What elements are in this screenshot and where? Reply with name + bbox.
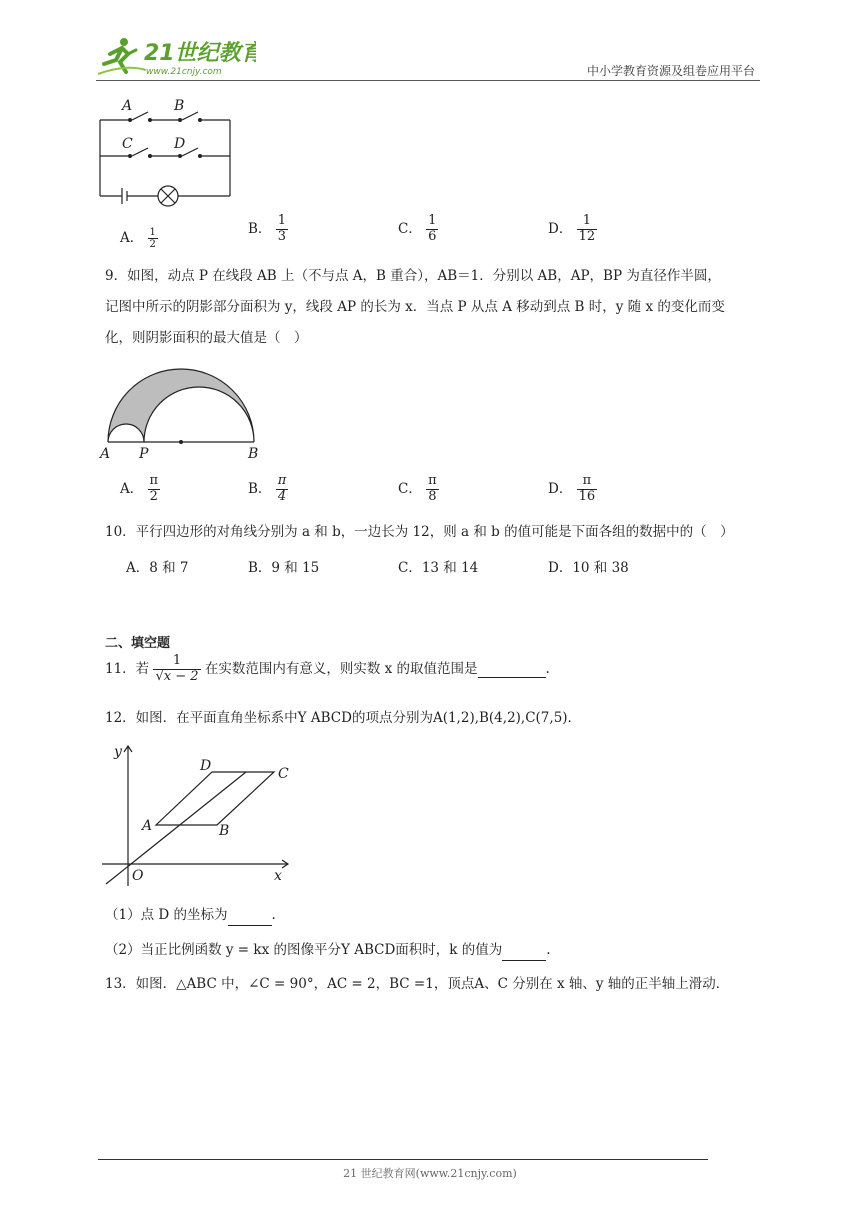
section-title: 二、填空题 [105, 636, 171, 651]
q12-text: 12．如图．在平面直角坐标系中Y ABCD的项点分别为A(1,2),B(4,2),C(7,5)． [105, 710, 582, 726]
q10-options [126, 556, 746, 578]
q10-option-b[interactable]: B．9 和 15 [248, 560, 320, 576]
q8-option-d[interactable] [548, 214, 597, 245]
q12-sub1-blank[interactable] [228, 905, 272, 926]
denominator: 2 [149, 488, 158, 504]
circuit-label-b: B [174, 98, 185, 114]
footer-divider [98, 1159, 708, 1160]
fraction [426, 214, 438, 245]
numerator: π [577, 474, 598, 490]
q12-sub2-blank[interactable] [502, 940, 546, 961]
header-divider [96, 80, 760, 81]
origin-label: O [132, 868, 144, 884]
point-label-b: B [219, 823, 230, 839]
semicircle-label-b: B [248, 446, 259, 462]
option-label: B． [248, 220, 272, 237]
q9-option-d[interactable] [548, 474, 597, 505]
circuit-figure [96, 96, 236, 210]
q9-option-a[interactable] [120, 474, 160, 505]
semicircle-label-p: P [139, 446, 149, 462]
circuit-label-d: D [174, 136, 186, 152]
q12-sub2 [105, 940, 551, 961]
q12-sub1 [105, 905, 276, 926]
fraction [276, 214, 288, 245]
semicircle-label-a: A [100, 446, 111, 462]
q9-option-c[interactable] [398, 474, 439, 505]
option-label: C． [398, 220, 422, 237]
runner-icon [98, 38, 146, 74]
option-label: B． [248, 480, 272, 497]
q11-answer-blank[interactable] [478, 661, 546, 678]
q12-sub1-text: （1）点 D 的坐标为 [105, 907, 228, 923]
numerator: 1 [577, 214, 598, 230]
fraction [426, 474, 439, 505]
q8-option-b[interactable] [248, 214, 288, 245]
fraction [148, 474, 161, 505]
numerator: π [428, 473, 437, 488]
numerator: 1 [153, 654, 200, 670]
numerator: 1 [277, 213, 286, 228]
denominator: 2 [149, 239, 156, 250]
option-label: A． [120, 230, 144, 246]
denominator: 12 [578, 228, 596, 244]
circuit-label-c: C [122, 136, 133, 152]
q12-sub1-end: . [271, 907, 276, 923]
q10-text: 10．平行四边形的对角线分别为 a 和 b，一边长为 12，则 a 和 b 的值可能是下面各组的数据中的（ ） [105, 524, 734, 540]
q9-option-b[interactable] [248, 474, 288, 505]
denominator: 6 [428, 228, 437, 244]
q10-option-a[interactable]: A．8 和 7 [126, 560, 189, 576]
circuit-label-a: A [122, 98, 133, 114]
denominator: √x − 2 [155, 668, 199, 684]
header-platform-text: 中小学教育资源及组卷应用平台 [586, 64, 755, 78]
numerator: π [149, 473, 159, 488]
q11 [105, 654, 550, 685]
point-label-c: C [278, 766, 289, 782]
numerator: π [277, 473, 287, 488]
q11-fraction [153, 654, 200, 685]
numerator: 1 [149, 226, 156, 238]
numerator: 1 [428, 213, 437, 228]
fraction [577, 214, 598, 245]
q11-prefix: 11．若 [105, 660, 150, 677]
q11-end: . [545, 660, 550, 677]
q8-option-c[interactable] [398, 214, 438, 245]
coordinate-figure [98, 740, 298, 894]
q12-sub2-end: . [546, 942, 551, 958]
denominator: 16 [578, 488, 596, 504]
axis-label-y: y [114, 744, 122, 760]
option-label: D． [548, 220, 573, 237]
q9-line-2: 记图中所示的阴影部分面积为 y，线段 AP 的长为 x．当点 P 从点 A 移动到点 B 时，y 随 x 的变化而变 [105, 299, 725, 315]
q8-options [120, 214, 740, 254]
logo-main-text: 21世纪教育 [144, 41, 256, 66]
point-label-d: D [200, 758, 212, 774]
point-label-a: A [142, 818, 153, 834]
option-label: C． [398, 480, 422, 497]
axis-label-x: x [274, 868, 282, 884]
denominator: 3 [277, 228, 286, 244]
denominator: 4 [277, 488, 287, 504]
fraction [276, 474, 289, 505]
denominator: 8 [428, 488, 437, 504]
q9-line-3: 化，则阴影面积的最大值是（ ） [105, 330, 308, 346]
option-label: D． [548, 480, 573, 497]
q13-text: 13．如图．△ABC 中，∠C = 90°，AC = 2，BC =1，顶点A、C 分别在 x 轴、y 轴的正半轴上滑动． [105, 976, 730, 992]
fraction [577, 474, 598, 505]
logo-url-text: www.21cnjy.com [146, 67, 222, 77]
q12-sub2-text: （2）当正比例函数 y = kx 的图像平分Y ABCD面积时，k 的值为 [105, 942, 503, 958]
q10-option-c[interactable]: C．13 和 14 [398, 560, 479, 576]
q9-line-1: 9．如图，动点 P 在线段 AB 上（不与点 A，B 重合），AB＝1．分别以 AB，AP，BP 为直径作半圆， [105, 268, 721, 284]
site-logo [96, 34, 256, 82]
footer-text: 21 世纪教育网(www.21cnjy.com) [343, 1167, 517, 1180]
q10-option-d[interactable]: D．10 和 38 [548, 560, 629, 576]
q9-options [120, 474, 740, 514]
fraction [148, 227, 158, 251]
q11-suffix: 在实数范围内有意义，则实数 x 的取值范围是 [204, 660, 478, 677]
q8-option-a[interactable] [120, 226, 158, 251]
semicircle-figure [98, 362, 268, 466]
option-label: A． [120, 480, 144, 497]
